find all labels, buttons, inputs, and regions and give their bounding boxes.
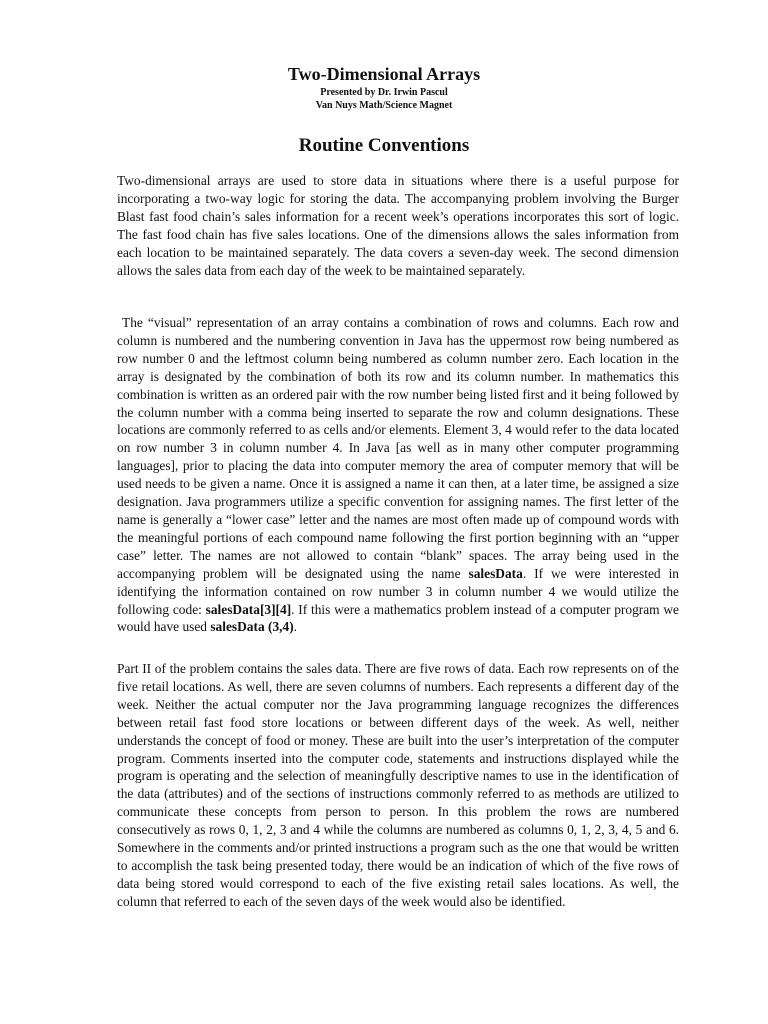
code-sales-data: salesData <box>468 565 523 581</box>
paragraph-intro: Two-dimensional arrays are used to store data in situations where there is a useful purpose for incorporating a two-way logic for storing the data. The accompanying problem involving the Burger Blast fast food chain’s sales information for a recent week’s operations incorporates this sort of logic. The fast food chain has five sales locations. One of the dimensions allows the sales information from each location to be maintained separately. The data covers a seven-day week. The second dimension allows the sales data from each day of the week to be maintained separately. <box>117 173 679 278</box>
conventions-text-c: . If this were a mathematics problem instead of a computer program we would have used <box>117 601 679 635</box>
conventions-text-a: The “visual” representation of an array contains a combination of rows and columns. Each row and column is numbered and the numbering convention in Java has the uppermost row being numbered as row number 0 and the leftmost column being numbered as column number zero. Each location in the array is designated by the combination of both its row and its column number. In mathematics this combination is written as an ordered pair with the row number being listed first and it being followed by the column number with a comma being inserted to separate the row and column designations. These locations are commonly referred to as cells and/or elements. Element 3, 4 would refer to the data located on row number 3 in column number 4. In Java [as well as in many other computer programming languages], prior to placing the data into computer memory the area of computer memory that will be used needs to be given a name. Once it is assigned a name it can then, at a later time, be assigned a size designation. Java programmers utilize a specific convention for assigning names. The first letter of the name is generally a “lower case” letter and the names are most often made up of compound words with the meaningful portions of each compound name following the first portion beginning with an “upper case” letter. The names are not allowed to contain “blank” spaces. The array being used in the accompanying problem will be designated using the name <box>117 315 679 581</box>
paragraph-conventions <box>117 314 679 636</box>
document-title: Two-Dimensional Arrays <box>287 64 481 84</box>
conventions-text-b: . If we were interested in identifying the information contained on row number 3 in column number 4 we would utilize the following code: <box>117 565 679 617</box>
presenter-line: Presented by Dr. Irwin Pascul <box>320 87 448 98</box>
school-line: Van Nuys Math/Science Magnet <box>315 100 453 111</box>
section-heading: Routine Conventions <box>298 135 470 156</box>
paragraph-part-two: Part II of the problem contains the sales data. There are five rows of data. Each row represents on of the five retail locations. As well, there are seven columns of numbers. Each represents a different day of the week. Neither the actual computer nor the Java programming language recognizes the differences between retail fast food store locations or between different days of the week. As well, neither understands the concept of food or money. These are built into the user’s interpretation of the computer program. Comments inserted into the computer code, statements and instructions displayed while the program is operating and the selection of meaningfully descriptive names to use in the identification of the data (attributes) and of the sections of instructions commonly referred to as methods are utilized to communicate these concepts from person to person. In this problem the rows are numbered consecutively as rows 0, 1, 2, 3 and 4 while the columns are numbered as columns 0, 1, 2, 3, 4, 5 and 6. Somewhere in the comments and/or printed instructions a program such as the one that would be written to accomplish the task being presented today, there would be an indication of which of the five rows of data being stored would correspond to each of the five existing retail sales locations. As well, the column that referred to each of the seven days of the week would also be identified. <box>117 661 679 909</box>
code-sales-data-index: salesData[3][4] <box>205 601 292 617</box>
conventions-text-d: . <box>293 619 298 635</box>
code-sales-data-math: salesData (3,4) <box>210 619 294 635</box>
